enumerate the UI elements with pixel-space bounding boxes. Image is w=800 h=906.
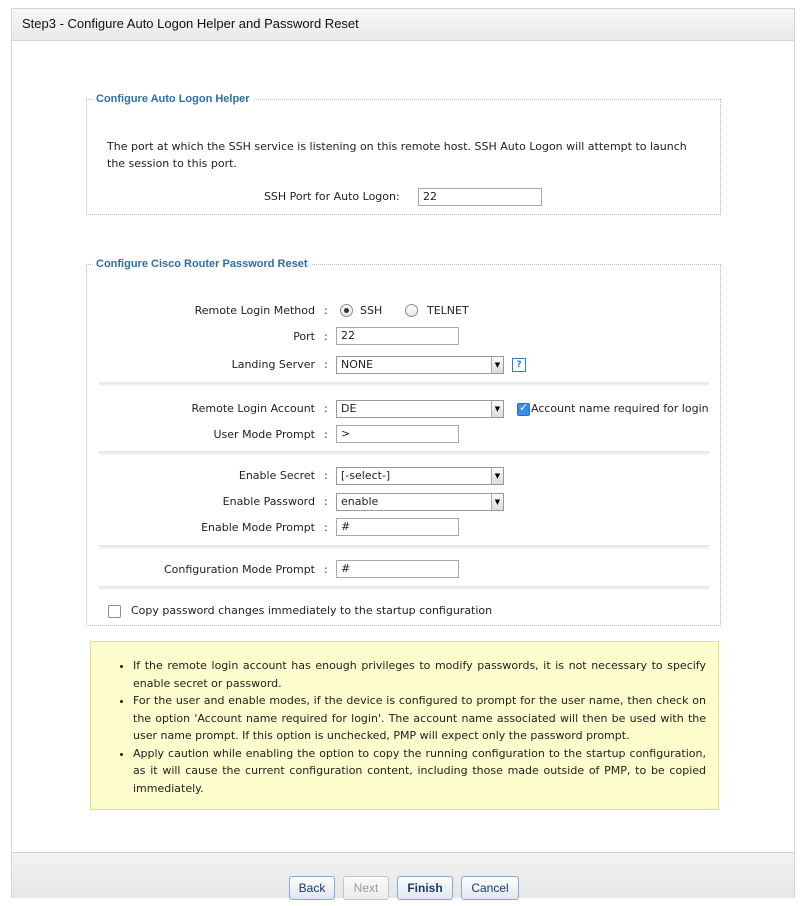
- enable-secret-label: Enable Secret: [238, 469, 315, 482]
- remote-login-account-value: DE: [341, 402, 357, 415]
- auto-logon-description: The port at which the SSH service is listening on this remote host. SSH Auto Logon will attempt to launch the session to this port.: [107, 140, 687, 170]
- copy-startup-checkbox[interactable]: [108, 605, 121, 618]
- user-mode-prompt-colon: :: [324, 428, 328, 441]
- ssh-port-label: SSH Port for Auto Logon: [263, 190, 396, 203]
- port-colon: :: [324, 330, 328, 343]
- cancel-button[interactable]: Cancel: [461, 876, 519, 900]
- password-reset-fieldset: [86, 258, 721, 626]
- remote-login-account-label: Remote Login Account: [191, 402, 315, 415]
- help-icon[interactable]: ?: [512, 358, 526, 372]
- config-mode-prompt-colon: :: [324, 563, 328, 576]
- chevron-down-icon: ▼: [491, 401, 503, 417]
- section-divider: [99, 451, 709, 455]
- enable-secret-value: [-select-]: [341, 469, 391, 482]
- page-title: Step3 - Configure Auto Logon Helper and Password Reset: [22, 16, 359, 31]
- config-mode-prompt-label: Configuration Mode Prompt: [163, 563, 315, 576]
- enable-password-select[interactable]: [336, 493, 504, 511]
- ssh-radio-label: SSH: [360, 304, 383, 317]
- enable-password-label: Enable Password: [222, 495, 315, 508]
- landing-server-value: NONE: [341, 358, 374, 371]
- remote-login-account-select[interactable]: [336, 400, 504, 418]
- telnet-radio[interactable]: [405, 304, 418, 317]
- section-divider: [99, 382, 709, 386]
- ssh-port-input[interactable]: 22: [418, 188, 542, 206]
- chevron-down-icon: ▼: [491, 468, 503, 484]
- config-mode-prompt-input[interactable]: #: [336, 560, 459, 578]
- telnet-radio-label: TELNET: [427, 304, 469, 317]
- user-mode-prompt-input[interactable]: >: [336, 425, 459, 443]
- auto-logon-fieldset: [86, 93, 721, 215]
- enable-password-value: enable: [341, 495, 379, 508]
- wizard-panel: [11, 8, 795, 898]
- landing-server-colon: :: [324, 358, 328, 371]
- wizard-footer: [12, 852, 794, 898]
- remote-login-account-colon: :: [324, 402, 328, 415]
- notes-box: [90, 641, 719, 810]
- auto-logon-legend: Configure Auto Logon Helper: [96, 93, 250, 105]
- password-reset-legend: Configure Cisco Router Password Reset: [96, 258, 308, 270]
- account-name-required-checkbox[interactable]: [517, 403, 530, 416]
- ssh-port-colon: :: [396, 190, 400, 203]
- landing-server-label: Landing Server: [231, 358, 315, 371]
- remote-login-method-label: Remote Login Method: [194, 304, 315, 317]
- note-item: • Apply caution while enabling the option to copy the running configuration to the startup configuration, as it will cause the current configuration content, including those made outside of PMP, to be copied immediately.: [133, 745, 706, 798]
- section-divider: [99, 545, 709, 549]
- copy-startup-label: Copy password changes immediately to the startup configuration: [131, 604, 493, 617]
- chevron-down-icon: ▼: [491, 494, 503, 510]
- enable-mode-prompt-label: Enable Mode Prompt: [201, 521, 315, 534]
- back-button[interactable]: Back: [289, 876, 335, 900]
- ssh-radio[interactable]: [340, 304, 353, 317]
- account-name-required-label: Account name required for login: [531, 402, 709, 415]
- enable-mode-prompt-input[interactable]: #: [336, 518, 459, 536]
- section-divider: [99, 586, 709, 590]
- wizard-header: [12, 9, 794, 41]
- user-mode-prompt-label: User Mode Prompt: [213, 428, 315, 441]
- notes-list: [91, 657, 718, 797]
- enable-password-colon: :: [324, 495, 328, 508]
- enable-mode-prompt-colon: :: [324, 521, 328, 534]
- next-button[interactable]: Next: [343, 876, 389, 900]
- port-label: Port: [293, 330, 315, 343]
- enable-secret-select[interactable]: [336, 467, 504, 485]
- chevron-down-icon: ▼: [491, 357, 503, 373]
- note-item: • If the remote login account has enough privileges to modify passwords, it is not necessary to specify enable secret or password.: [133, 657, 706, 692]
- landing-server-select[interactable]: [336, 356, 504, 374]
- remote-login-method-colon: :: [324, 304, 328, 317]
- finish-button[interactable]: Finish: [397, 876, 453, 900]
- enable-secret-colon: :: [324, 469, 328, 482]
- note-item: • For the user and enable modes, if the device is configured to prompt for the user name, then check on the option 'Account name required for login'. The account name associated will then be used with the user name prompt. If this option is unchecked, PMP will expect only the password prompt.: [133, 692, 706, 745]
- port-input[interactable]: 22: [336, 327, 459, 345]
